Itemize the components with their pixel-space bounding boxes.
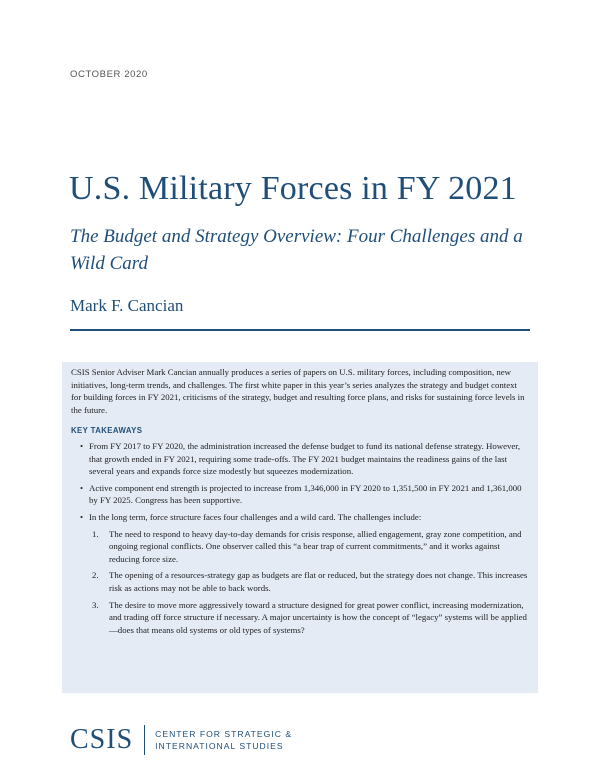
bullet-glyph: • bbox=[80, 440, 84, 451]
summary-box bbox=[62, 362, 538, 693]
challenge-item bbox=[92, 599, 529, 637]
csis-logo: CSIS bbox=[70, 724, 134, 755]
org-name-line1: CENTER FOR STRATEGIC & bbox=[155, 729, 293, 739]
title-divider bbox=[70, 329, 530, 331]
takeaway-text: In the long term, force structure faces four challenges and a wild card. The challenges include: bbox=[89, 511, 422, 522]
bullet-glyph: • bbox=[80, 482, 84, 493]
bullet-glyph: • bbox=[80, 511, 84, 522]
takeaway-text: From FY 2017 to FY 2020, the administration increased the defense budget to fund its national defense strategy. However, that growth ended in FY 2021, requiring some trade-offs. The FY 2021 budget maintains the readiness gains of the last several years and expands force size modestly but squeezes modernization. bbox=[89, 440, 521, 477]
challenge-text: The opening of a resources-strategy gap as budgets are flat or reduced, but the strategy does not change. This increases risk as actions may not be able to back words. bbox=[109, 570, 528, 593]
takeaways-list bbox=[71, 440, 529, 636]
challenge-text: The need to respond to heavy day-to-day demands for crisis response, allied engagement, gray zone competition, and ongoing regional conflicts. One observer called this “a bear trap of current commitments,” and it works against reducing force size. bbox=[109, 528, 522, 564]
challenge-text: The desire to move more aggressively toward a structure designed for great power conflict, increasing modernization, and trading off force structure if necessary. A major uncertainty is how the concept of “legacy” systems will be applied—does that means old systems or old types of systems? bbox=[109, 599, 527, 635]
challenges-list bbox=[89, 528, 529, 637]
key-takeaways-heading: KEY TAKEAWAYS bbox=[71, 426, 143, 436]
org-name bbox=[155, 728, 292, 752]
page-subtitle: The Budget and Strategy Overview: Four Challenges and a Wild Card bbox=[70, 226, 523, 274]
summary-intro: CSIS Senior Adviser Mark Cancian annually produces a series of papers on U.S. military forces, including composition, new initiatives, long-term trends, and challenges. The first white paper in this year’s series analyzes the strategy and budget context for building forces in FY 2021, criticisms of the strategy, budget and resulting force plans, and risks for sustaining force levels in the future. bbox=[71, 367, 525, 415]
takeaway-item bbox=[80, 511, 529, 636]
takeaway-item bbox=[80, 482, 529, 507]
takeaway-text: Active component end strength is projected to increase from 1,346,000 in FY 2020 to 1,351,500 in FY 2021 and 1,361,000 by FY 2025. Congress has been supportive. bbox=[89, 482, 522, 506]
logo-divider bbox=[144, 725, 145, 755]
challenge-number: 2. bbox=[92, 570, 99, 581]
challenge-number: 3. bbox=[92, 599, 99, 610]
takeaway-item bbox=[80, 440, 529, 478]
challenge-number: 1. bbox=[92, 528, 99, 539]
challenge-item bbox=[92, 528, 529, 566]
org-name-line2: INTERNATIONAL STUDIES bbox=[155, 741, 284, 751]
footer-logo-block bbox=[70, 725, 292, 755]
page-title: U.S. Military Forces in FY 2021 bbox=[69, 170, 517, 207]
publication-date: OCTOBER 2020 bbox=[70, 69, 148, 80]
challenge-item bbox=[92, 569, 529, 594]
author-name: Mark F. Cancian bbox=[70, 296, 184, 315]
